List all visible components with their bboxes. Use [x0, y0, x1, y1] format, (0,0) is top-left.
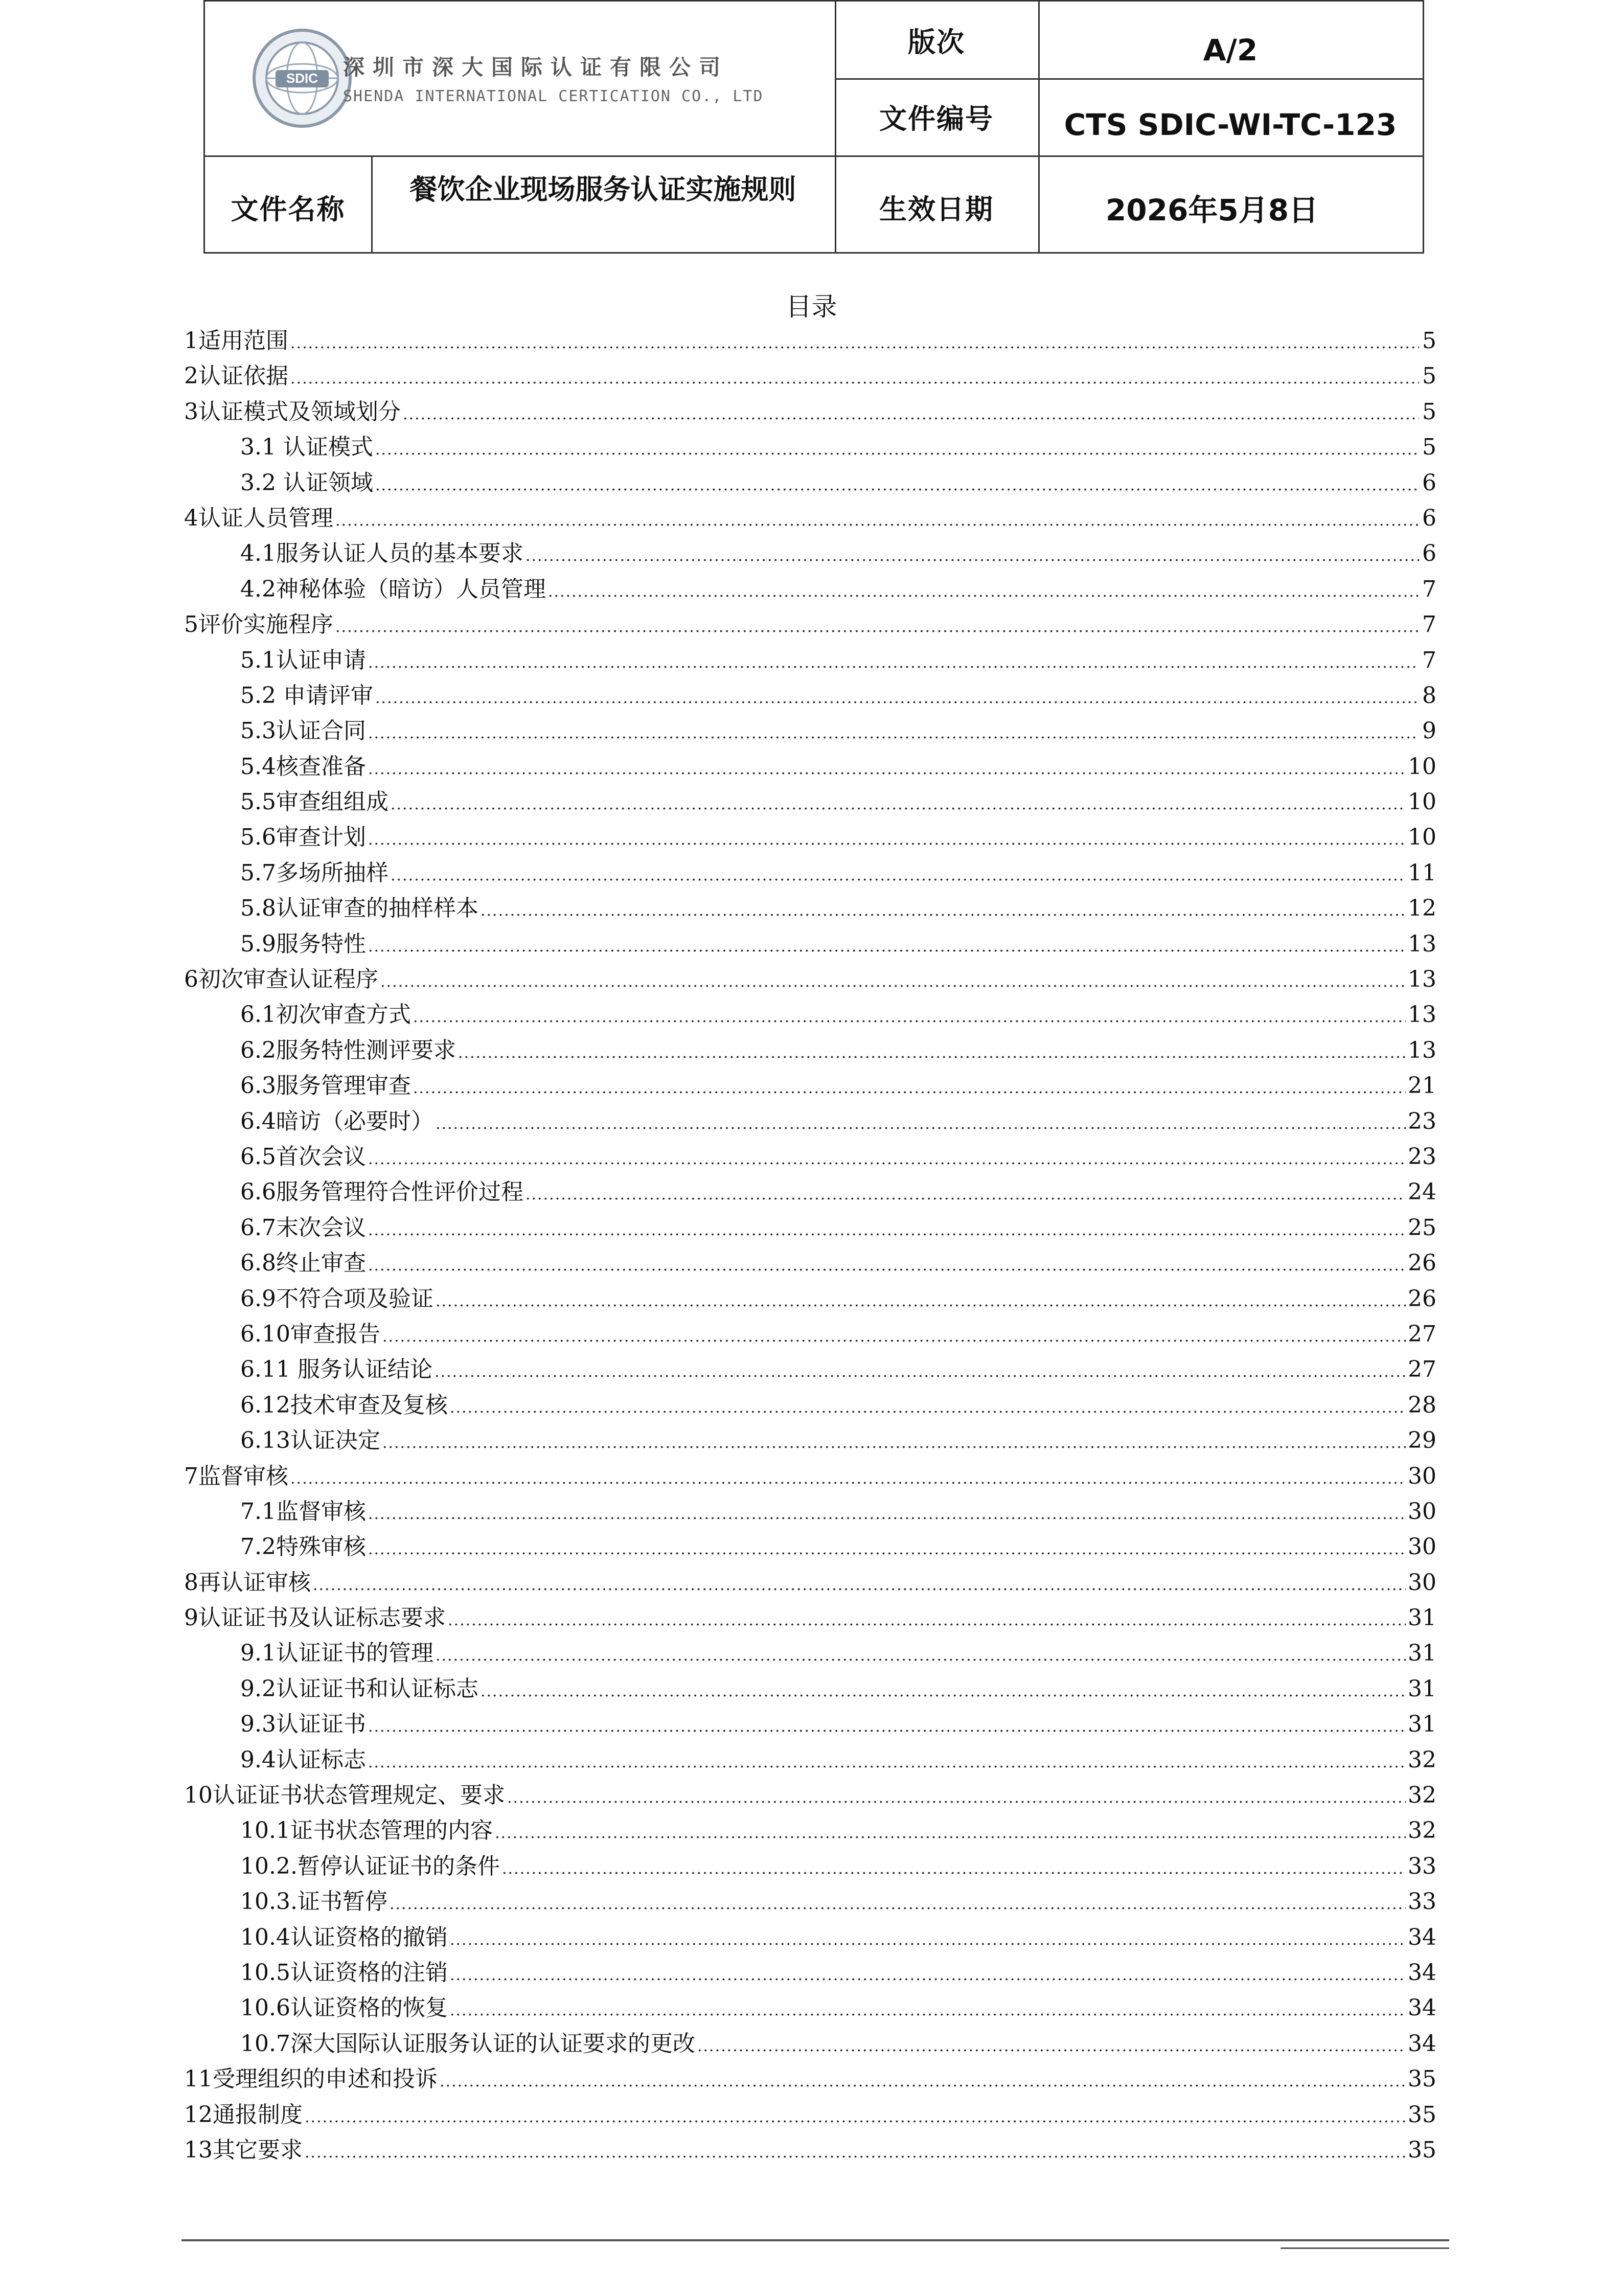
toc-entry[interactable]: [184, 465, 1436, 501]
footer-divider-short: [1281, 2247, 1449, 2249]
toc-leader-dots: [335, 609, 1419, 645]
toc-entry-label: 5.7多场所抽样: [240, 859, 388, 886]
toc-entry[interactable]: [184, 643, 1436, 678]
effective-date-label: 生效日期: [879, 193, 994, 225]
toc-entry-label: 5.8认证审查的抽样样本: [240, 895, 478, 922]
toc-entry-page: 31: [1408, 1605, 1436, 1631]
toc-entry[interactable]: [184, 855, 1436, 891]
toc-entry[interactable]: [184, 749, 1436, 784]
toc-entry-page: 26: [1408, 1285, 1436, 1312]
toc-entry-page: 10: [1408, 824, 1436, 851]
toc-entry-label: 10.5认证资格的注销: [240, 1959, 448, 1986]
toc-leader-dots: [495, 1815, 1406, 1851]
toc-entry-page: 6: [1422, 469, 1436, 496]
toc-entry[interactable]: [184, 1778, 1436, 1813]
toc-leader-dots: [368, 1709, 1406, 1744]
toc-title: 目录: [786, 292, 837, 322]
toc-entry-page: 26: [1408, 1250, 1436, 1277]
toc-entry-label: 13其它要求: [184, 2136, 303, 2163]
toc-entry-label: 6.4暗访（必要时）: [240, 1108, 433, 1134]
toc-leader-dots: [458, 1035, 1406, 1071]
toc-entry-label: 9.3认证证书: [240, 1711, 366, 1738]
toc-entry[interactable]: [184, 1600, 1436, 1635]
toc-leader-dots: [440, 2064, 1406, 2099]
toc-entry-label: 5.6审查计划: [240, 824, 366, 851]
toc-leader-dots: [368, 645, 1419, 680]
toc-entry-label: 10认证证书状态管理规定、要求: [184, 1782, 505, 1809]
toc-leader-dots: [525, 1177, 1406, 1212]
toc-leader-dots: [391, 858, 1406, 893]
toc-leader-dots: [481, 893, 1406, 928]
toc-leader-dots: [335, 503, 1419, 538]
toc-entry-label: 10.4认证资格的撤销: [240, 1924, 448, 1950]
toc-entry-label: 1适用范围: [184, 328, 288, 354]
toc-entry-label: 6.8终止审查: [240, 1250, 366, 1277]
toc-entry-label: 3.2 认证领域: [240, 469, 373, 496]
toc-leader-dots: [481, 1674, 1406, 1709]
toc-leader-dots: [368, 716, 1419, 751]
toc-entry-label: 12通报制度: [184, 2101, 303, 2128]
toc-entry-label: 3认证模式及领域划分: [184, 398, 401, 425]
toc-leader-dots: [413, 999, 1406, 1035]
toc-entry-page: 33: [1408, 1853, 1436, 1879]
toc-entry-page: 6: [1422, 505, 1436, 531]
toc-entry-label: 10.7深大国际认证服务认证的认证要求的更改: [240, 2030, 695, 2057]
toc-entry-page: 7: [1422, 576, 1436, 602]
toc-entry-page: 5: [1422, 363, 1436, 390]
toc-entry-page: 30: [1408, 1498, 1436, 1525]
toc-leader-dots: [313, 1567, 1406, 1603]
toc-entry[interactable]: [184, 1529, 1436, 1564]
toc-entry-page: 34: [1408, 2030, 1436, 2057]
svg-text:SDIC: SDIC: [286, 71, 318, 86]
toc-leader-dots: [368, 1142, 1406, 1177]
toc-entry[interactable]: [184, 2026, 1436, 2061]
company-name-cn: 深圳市深大国际认证有限公司: [343, 55, 729, 80]
toc-entry-label: 6.2服务特性测评要求: [240, 1037, 456, 1063]
toc-entry-label: 4.2神秘体验（暗访）人员管理: [240, 576, 546, 602]
toc-entry-page: 31: [1408, 1675, 1436, 1702]
toc-entry-page: 35: [1408, 2066, 1436, 2093]
toc-entry-label: 5.2 申请评审: [240, 682, 373, 709]
toc-entry-page: 27: [1408, 1321, 1436, 1347]
toc-entry[interactable]: [184, 2132, 1436, 2168]
toc-entry-page: 8: [1422, 682, 1436, 709]
toc-entry[interactable]: [184, 429, 1436, 465]
toc-leader-dots: [390, 1886, 1406, 1922]
toc-entry-label: 7.2特殊审核: [240, 1534, 366, 1560]
toc-entry-page: 31: [1408, 1711, 1436, 1738]
toc-entry[interactable]: [184, 926, 1436, 962]
toc-entry[interactable]: [184, 1139, 1436, 1174]
toc-leader-dots: [368, 1213, 1406, 1248]
toc-leader-dots: [368, 822, 1406, 857]
toc-entry-label: 5.1认证申请: [240, 647, 366, 673]
toc-leader-dots: [380, 964, 1406, 999]
toc-leader-dots: [382, 1319, 1406, 1354]
toc-entry[interactable]: [184, 784, 1436, 820]
toc-entry-page: 34: [1408, 1924, 1436, 1950]
toc-leader-dots: [450, 1922, 1406, 1958]
toc-leader-dots: [448, 1603, 1406, 1638]
toc-entry-label: 5.4核查准备: [240, 753, 366, 780]
toc-entry-page: 32: [1408, 1817, 1436, 1844]
toc-entry[interactable]: [184, 1210, 1436, 1245]
toc-entry-page: 32: [1408, 1746, 1436, 1773]
toc-entry[interactable]: [184, 2097, 1436, 2132]
toc-entry-page: 13: [1408, 1037, 1436, 1063]
toc-leader-dots: [403, 397, 1419, 432]
toc-entry-label: 5.3认证合同: [240, 718, 366, 744]
toc-entry[interactable]: [184, 1104, 1436, 1139]
toc-entry[interactable]: [184, 713, 1436, 748]
toc-entry-label: 9认证证书及认证标志要求: [184, 1605, 446, 1631]
company-logo: [205, 2, 835, 155]
toc-leader-dots: [368, 1496, 1406, 1532]
toc-leader-dots: [450, 1390, 1406, 1425]
toc-entry-page: 34: [1408, 1995, 1436, 2021]
toc-entry[interactable]: [184, 323, 1436, 358]
company-name-en: SHENDA INTERNATIONAL CERTICATION CO., LTD: [343, 87, 764, 105]
toc-entry[interactable]: [184, 1707, 1436, 1742]
toc-entry[interactable]: [184, 536, 1436, 571]
toc-leader-dots: [391, 787, 1406, 822]
toc-entry[interactable]: [184, 891, 1436, 926]
toc-entry-label: 6.9不符合项及验证: [240, 1285, 433, 1312]
version-label: 版次: [908, 26, 965, 58]
toc-entry-label: 6.3服务管理审查: [240, 1073, 411, 1099]
toc-leader-dots: [375, 680, 1419, 716]
toc-leader-dots: [507, 1780, 1406, 1815]
toc-leader-dots: [305, 2100, 1406, 2135]
doc-number-value: CTS SDIC-WI-TC-123: [1064, 107, 1397, 142]
toc-leader-dots: [368, 752, 1406, 787]
toc-entry-label: 6.6服务管理符合性评价过程: [240, 1179, 523, 1206]
effective-date-value: 2026年5月8日: [1105, 192, 1319, 228]
toc-leader-dots: [382, 1425, 1406, 1461]
toc-leader-dots: [548, 574, 1419, 609]
toc-entry[interactable]: [184, 1813, 1436, 1848]
toc-entry-page: 5: [1422, 398, 1436, 425]
toc-entry[interactable]: [184, 997, 1436, 1032]
toc-entry-page: 30: [1408, 1463, 1436, 1489]
toc-entry-page: 5: [1422, 328, 1436, 354]
toc-entry[interactable]: [184, 1849, 1436, 1884]
toc-entry-page: 13: [1408, 1002, 1436, 1028]
version-value: A/2: [1203, 33, 1258, 67]
toc-entry[interactable]: [184, 1174, 1436, 1210]
toc-entry[interactable]: [184, 1955, 1436, 1990]
toc-entry[interactable]: [184, 820, 1436, 855]
toc-entry-page: 24: [1408, 1179, 1436, 1206]
toc-entry-page: 30: [1408, 1569, 1436, 1596]
toc-entry-page: 35: [1408, 2136, 1436, 2163]
toc-entry-page: 12: [1408, 895, 1436, 922]
toc-entry-label: 4.1服务认证人员的基本要求: [240, 540, 523, 567]
toc-entry-label: 10.2.暂停认证证书的条件: [240, 1853, 500, 1879]
toc-leader-dots: [697, 2029, 1406, 2064]
toc-entry[interactable]: [184, 1742, 1436, 1778]
doc-name-value: 餐饮企业现场服务认证实施规则: [409, 173, 796, 206]
company-seal-icon: [251, 27, 353, 129]
toc-entry-page: 7: [1422, 647, 1436, 673]
toc-entry-label: 7.1监督审核: [240, 1498, 366, 1525]
toc-entry-page: 11: [1408, 859, 1436, 886]
toc-leader-dots: [375, 432, 1419, 467]
toc-entry-label: 6.7末次会议: [240, 1214, 366, 1241]
toc-leader-dots: [290, 326, 1419, 361]
toc-leader-dots: [450, 1958, 1406, 1993]
toc-entry[interactable]: [184, 1033, 1436, 1068]
toc-entry-page: 23: [1408, 1108, 1436, 1134]
toc-leader-dots: [502, 1851, 1406, 1886]
toc-entry-label: 9.2认证证书和认证标志: [240, 1675, 478, 1702]
toc-entry[interactable]: [184, 1068, 1436, 1103]
toc-entry[interactable]: [184, 1423, 1436, 1458]
table-of-contents: [184, 323, 1436, 2168]
toc-entry[interactable]: [184, 501, 1436, 536]
toc-entry-label: 2认证依据: [184, 363, 288, 390]
toc-entry-page: 23: [1408, 1143, 1436, 1170]
document-header-table: [203, 0, 1424, 254]
toc-entry-page: 6: [1422, 540, 1436, 567]
toc-entry-label: 10.1证书状态管理的内容: [240, 1817, 493, 1844]
toc-leader-dots: [450, 1993, 1406, 2028]
toc-entry-page: 13: [1408, 966, 1436, 993]
toc-entry[interactable]: [184, 1459, 1436, 1494]
toc-entry-page: 30: [1408, 1534, 1436, 1560]
toc-entry[interactable]: [184, 678, 1436, 713]
toc-leader-dots: [375, 468, 1419, 503]
toc-entry[interactable]: [184, 1920, 1436, 1955]
toc-entry-page: 10: [1408, 753, 1436, 780]
toc-entry-label: 9.4认证标志: [240, 1746, 366, 1773]
toc-leader-dots: [435, 1354, 1406, 1390]
toc-entry[interactable]: [184, 1990, 1436, 2026]
toc-entry-label: 3.1 认证模式: [240, 434, 373, 461]
toc-entry-page: 5: [1422, 434, 1436, 461]
toc-entry-label: 5.9服务特性: [240, 930, 366, 957]
toc-entry[interactable]: [184, 1494, 1436, 1529]
toc-entry-label: 6.13认证决定: [240, 1427, 380, 1454]
footer-divider: [181, 2239, 1449, 2241]
doc-number-label: 文件编号: [879, 103, 994, 135]
toc-entry-page: 31: [1408, 1640, 1436, 1667]
doc-name-label: 文件名称: [231, 193, 346, 225]
toc-entry[interactable]: [184, 962, 1436, 997]
toc-entry-label: 6.11 服务认证结论: [240, 1356, 432, 1383]
toc-entry[interactable]: [184, 1245, 1436, 1281]
toc-entry-page: 21: [1408, 1073, 1436, 1099]
toc-leader-dots: [290, 361, 1419, 396]
toc-entry-page: 28: [1408, 1392, 1436, 1418]
toc-entry[interactable]: [184, 1884, 1436, 1919]
toc-entry[interactable]: [184, 1635, 1436, 1671]
toc-entry[interactable]: [184, 394, 1436, 429]
toc-entry-label: 9.1认证证书的管理: [240, 1640, 433, 1667]
toc-entry-page: 32: [1408, 1782, 1436, 1809]
toc-leader-dots: [525, 538, 1419, 574]
toc-entry-page: 27: [1408, 1356, 1436, 1383]
toc-entry-label: 6初次审查认证程序: [184, 966, 378, 993]
toc-entry[interactable]: [184, 1281, 1436, 1316]
toc-entry-label: 6.12技术审查及复核: [240, 1392, 448, 1418]
toc-entry-page: 35: [1408, 2101, 1436, 2128]
toc-entry-label: 11受理组织的申述和投诉: [184, 2066, 438, 2093]
toc-entry-page: 34: [1408, 1959, 1436, 1986]
toc-entry-label: 10.3.证书暂停: [240, 1889, 387, 1915]
toc-entry-label: 5.5审查组组成: [240, 789, 388, 815]
toc-leader-dots: [368, 929, 1406, 964]
toc-entry-page: 9: [1422, 718, 1436, 744]
toc-entry[interactable]: [184, 1388, 1436, 1423]
toc-entry-label: 6.5首次会议: [240, 1143, 366, 1170]
toc-leader-dots: [436, 1638, 1406, 1673]
toc-leader-dots: [368, 1532, 1406, 1567]
toc-entry-label: 6.1初次审查方式: [240, 1002, 411, 1028]
toc-entry[interactable]: [184, 572, 1436, 607]
toc-entry-page: 29: [1408, 1427, 1436, 1454]
toc-entry[interactable]: [184, 358, 1436, 394]
toc-entry[interactable]: [184, 607, 1436, 642]
toc-entry-page: 10: [1408, 789, 1436, 815]
toc-leader-dots: [436, 1284, 1406, 1319]
toc-entry-label: 6.10审查报告: [240, 1321, 380, 1347]
toc-leader-dots: [290, 1461, 1406, 1496]
toc-leader-dots: [368, 1745, 1406, 1780]
toc-entry[interactable]: [184, 2061, 1436, 2097]
toc-leader-dots: [368, 1248, 1406, 1283]
toc-leader-dots: [436, 1106, 1406, 1142]
toc-entry-label: 8再认证审核: [184, 1569, 311, 1596]
toc-entry-label: 5评价实施程序: [184, 611, 333, 638]
toc-entry-label: 7监督审核: [184, 1463, 288, 1489]
toc-entry-page: 7: [1422, 611, 1436, 638]
toc-entry-label: 4认证人员管理: [184, 505, 333, 531]
toc-entry[interactable]: [184, 1671, 1436, 1707]
toc-entry-page: 25: [1408, 1214, 1436, 1241]
toc-entry[interactable]: [184, 1565, 1436, 1600]
toc-entry[interactable]: [184, 1316, 1436, 1352]
toc-entry-page: 33: [1408, 1889, 1436, 1915]
toc-entry-label: 10.6认证资格的恢复: [240, 1995, 448, 2021]
toc-leader-dots: [305, 2135, 1406, 2170]
toc-entry[interactable]: [184, 1352, 1436, 1387]
toc-leader-dots: [413, 1071, 1406, 1106]
toc-entry-page: 13: [1408, 930, 1436, 957]
